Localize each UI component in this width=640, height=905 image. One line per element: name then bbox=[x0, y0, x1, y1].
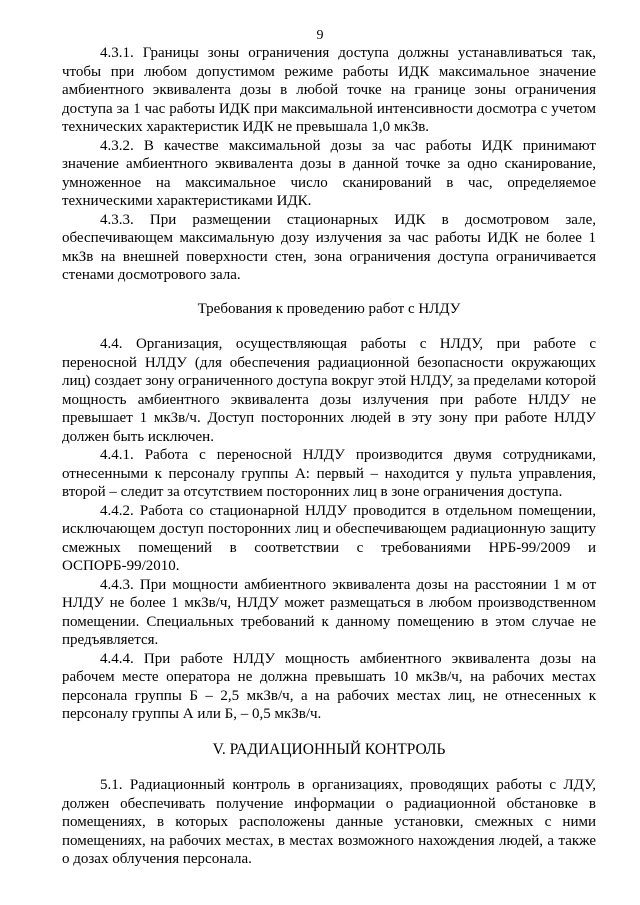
paragraph-4-4: 4.4. Организация, осуществляющая работы с НЛДУ, при работе с переносной НЛДУ (для обеспечения радиационной безопасности окружающих лиц) создает зону ограниченного доступа вокруг этой НЛДУ, за пределами которой мощность амбиентного эквивалента дозы излучения при работе НЛДУ не превышает 1 мкЗв/ч. Доступ посторонних людей в эту зону при работе НЛДУ должен быть исключен. bbox=[62, 336, 596, 445]
paragraph-4-3-3: 4.3.3. При размещении стационарных ИДК в досмотровом зале, обеспечивающем максимальную дозу излучения за час работы ИДК не более 1 мкЗв на внешней поверхности стен, зона ограничения доступа ограничивается стенами досмотрового зала. bbox=[62, 211, 596, 283]
paragraph-4-4-2: 4.4.2. Работа со стационарной НЛДУ проводится в отдельном помещении, исключающем доступ посторонних лиц и обеспечивающем радиационную защиту смежных помещений в соответствии с требованиями НРБ-99/2009 и ОСПОРБ-99/2010. bbox=[62, 502, 596, 574]
paragraph-5-1: 5.1. Радиационный контроль в организациях, проводящих работы с ЛДУ, должен обеспечивать получение информации о радиационной обстановке в помещениях, в которых расположены данные установки, смежных с ними помещениях, на рабочих местах, в местах возможного нахождения людей, а также о дозах облучения персонала. bbox=[62, 777, 596, 867]
paragraph-4-4-1: 4.4.1. Работа с переносной НЛДУ производится двумя сотрудниками, отнесенными к персоналу группы А: первый – находится у пульта управления, второй – следит за отсутствием посторонних лиц в зоне ограничения доступа. bbox=[62, 447, 596, 500]
document-body bbox=[62, 44, 596, 869]
chapter-heading-radiation-control: V. РАДИАЦИОННЫЙ КОНТРОЛЬ bbox=[212, 740, 446, 758]
paragraph-4-4-3: 4.4.3. При мощности амбиентного эквивалента дозы на расстоянии 1 м от НЛДУ не более 1 мкЗв/ч, НЛДУ может размещаться в любом производственном помещении. Специальных требований к данному помещению в этом случае не предъявляется. bbox=[62, 576, 596, 648]
paragraph-4-3-1: 4.3.1. Границы зоны ограничения доступа должны устанавливаться так, чтобы при любом допустимом режиме работы ИДК максимальное значение амбиентного эквивалента дозы в любой точке на границе зоны ограничения доступа за 1 час работы ИДК при максимальной интенсивности досмотра с учетом технических характеристик ИДК не превышала 1,0 мкЗв. bbox=[62, 45, 596, 135]
paragraph-4-4-4: 4.4.4. При работе НЛДУ мощность амбиентного эквивалента дозы на рабочем месте оператора не должна превышать 10 мкЗв/ч, на рабочих местах персонала группы Б – 2,5 мкЗв/ч, а на рабочих местах лиц, не отнесенных к персоналу группы А или Б, – 0,5 мкЗв/ч. bbox=[62, 650, 596, 722]
paragraph-4-3-2: 4.3.2. В качестве максимальной дозы за час работы ИДК принимают значение амбиентного эквивалента дозы в данной точке за одно сканирование, умноженное на максимальное число сканирований в час, определяемое техническими характеристиками ИДК. bbox=[62, 137, 596, 209]
section-heading-nldu: Требования к проведению работ с НЛДУ bbox=[197, 300, 461, 317]
page-number: 9 bbox=[316, 28, 324, 43]
